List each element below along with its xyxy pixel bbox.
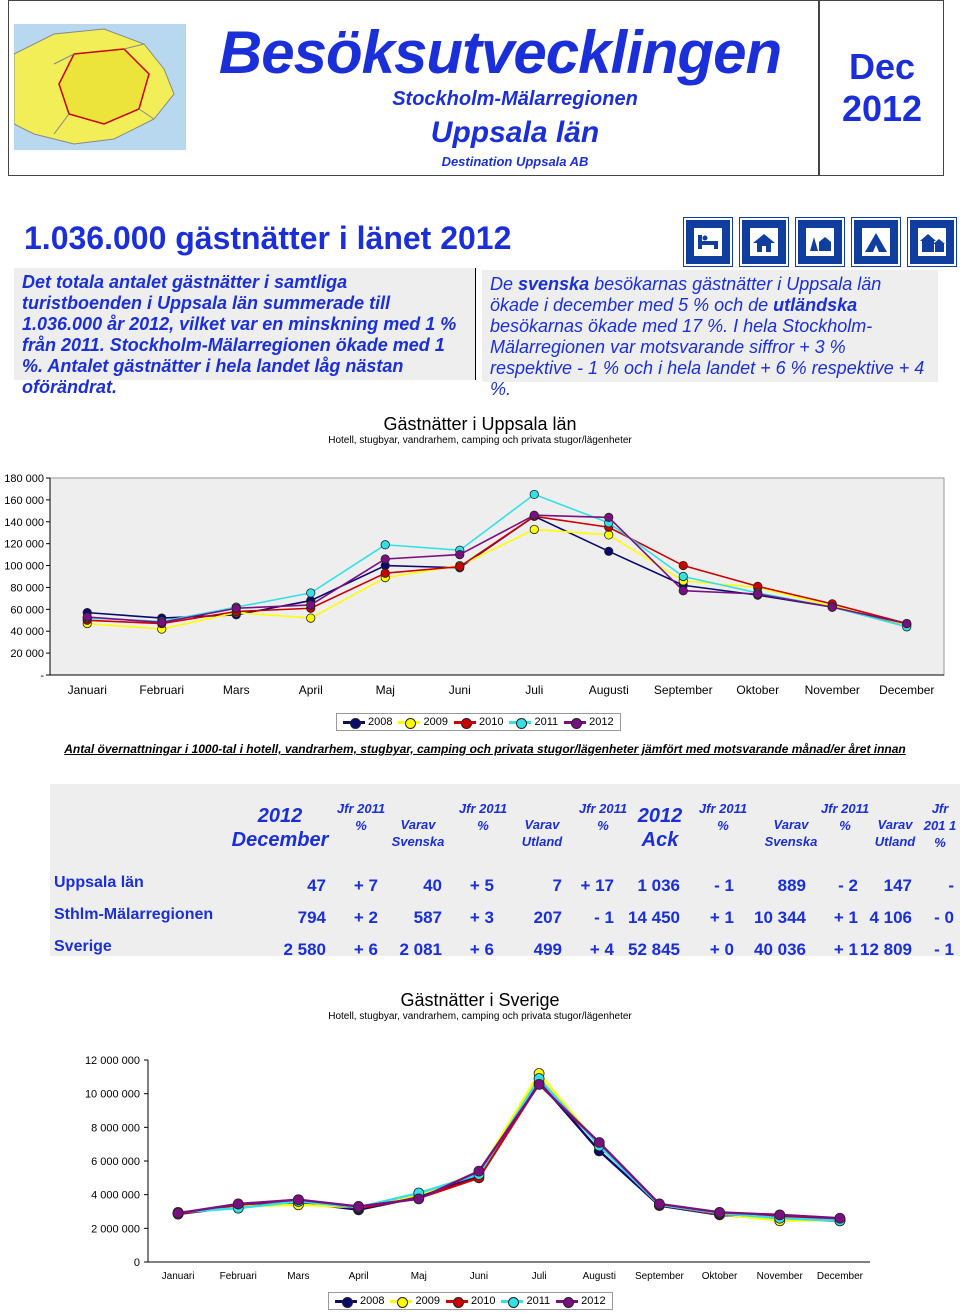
- table-cell: 587: [413, 908, 442, 927]
- data-point-2012: [679, 587, 687, 595]
- table-cell: 4 106: [869, 908, 912, 927]
- legend-item-2010: [446, 1295, 495, 1307]
- legend-label: 2012: [589, 716, 614, 728]
- legend-label: 2010: [478, 716, 504, 728]
- chart-uppsala: [0, 470, 960, 710]
- legend-swatch: [390, 1300, 412, 1303]
- data-point-2010: [381, 569, 389, 577]
- data-point-2012: [754, 590, 762, 598]
- th-jfr-2: Jfr 2011 %: [458, 801, 508, 833]
- publisher-name: Destination Uppsala AB: [441, 154, 589, 169]
- data-point-2012: [530, 511, 538, 519]
- report-month: Dec: [848, 46, 916, 87]
- data-point-2009: [530, 525, 538, 533]
- legend-marker: [453, 1297, 464, 1308]
- chart-sverige: [0, 1050, 960, 1286]
- legend-marker: [461, 718, 472, 729]
- table-cell: + 6: [469, 940, 494, 959]
- cabin-icon: [740, 218, 788, 266]
- data-point-2012: [775, 1210, 785, 1220]
- th-ack-year: 2012: [637, 805, 683, 827]
- data-point-2012: [534, 1079, 544, 1089]
- legend-swatch: [446, 1300, 468, 1303]
- intro-bold-foreign: utländska: [773, 295, 858, 315]
- y-tick-label: 4 000 000: [91, 1189, 140, 1202]
- y-tick-label: 80 000: [10, 582, 44, 595]
- series-line-2011: [178, 1079, 840, 1221]
- legend-item-2009: [390, 1295, 439, 1307]
- legend-swatch: [509, 721, 531, 724]
- chart-uppsala-header: [0, 414, 960, 446]
- data-point-2012: [83, 613, 91, 621]
- x-tick-label: Oktober: [736, 683, 780, 697]
- x-tick-label: April: [348, 1271, 369, 1282]
- data-point-2012: [715, 1207, 725, 1217]
- legend-marker: [563, 1297, 574, 1308]
- x-tick-label: Juni: [448, 683, 471, 697]
- legend-label: 2012: [581, 1295, 606, 1307]
- table-cell: 47: [307, 876, 326, 895]
- region-map-image: [14, 24, 186, 150]
- series-line-2012: [178, 1084, 840, 1218]
- table-row-label: Sthlm-Mälarregionen: [54, 906, 214, 923]
- data-point-2009: [307, 614, 315, 622]
- data-point-2012: [456, 550, 464, 558]
- y-tick-label: 8 000 000: [91, 1122, 140, 1135]
- x-tick-label: November: [804, 683, 860, 697]
- y-tick-label: 100 000: [4, 560, 44, 573]
- x-tick-label: December: [879, 683, 935, 697]
- x-tick-label: Juli: [525, 683, 544, 697]
- data-point-2012: [474, 1166, 484, 1176]
- legend-item-2008: [335, 1295, 384, 1307]
- data-point-2012: [594, 1137, 604, 1147]
- y-tick-label: -: [40, 670, 44, 682]
- data-point-2012: [828, 603, 836, 611]
- table-cell: 7: [552, 876, 562, 895]
- chart-sverige-header: [0, 990, 960, 1022]
- legend-swatch: [335, 1300, 357, 1303]
- chart-uppsala-title: Gästnätter i Uppsala län: [383, 414, 577, 434]
- legend-marker: [516, 718, 527, 729]
- legend-label: 2008: [368, 716, 393, 728]
- x-tick-label: Maj: [375, 683, 395, 697]
- x-tick-label: Augusti: [582, 1271, 616, 1282]
- y-tick-label: 12 000 000: [84, 1055, 140, 1067]
- data-point-2012: [173, 1208, 183, 1218]
- data-point-2010: [456, 562, 464, 570]
- data-point-2011: [530, 490, 538, 498]
- th-ack-label: Ack: [641, 829, 679, 851]
- stats-table: [50, 784, 960, 959]
- y-tick-label: 10 000 000: [84, 1088, 140, 1101]
- legend-item-2012: [564, 716, 613, 728]
- legend-item-2010: [454, 716, 503, 728]
- table-row-label: Sverige: [54, 938, 112, 955]
- intro-visitors: [482, 270, 938, 399]
- th-utland: Varav Utland: [521, 817, 563, 849]
- series-line-2010: [178, 1084, 840, 1220]
- data-point-2012: [232, 604, 240, 612]
- data-point-2012: [414, 1194, 424, 1204]
- legend-swatch: [343, 721, 365, 724]
- y-tick-label: 120 000: [4, 538, 44, 551]
- th-svenska: Varav Svenska: [391, 817, 445, 849]
- chart-uppsala-legend: [336, 713, 621, 731]
- data-point-2009: [605, 531, 613, 539]
- y-tick-label: 6 000 000: [91, 1156, 140, 1168]
- x-tick-label: December: [816, 1271, 863, 1282]
- table-caption: Antal övernattningar i 1000-tal i hotell, vandrarhem, stugbyar, camping och privata stugor/lägenheter jämfört med motsvarande månad/er året innan: [64, 742, 906, 756]
- legend-marker: [508, 1297, 519, 1308]
- table-cell: - 0: [934, 908, 954, 927]
- x-tick-label: Februari: [139, 683, 185, 697]
- x-tick-label: Juni: [469, 1271, 489, 1282]
- data-point-2012: [354, 1201, 364, 1211]
- x-tick-label: Mars: [287, 1271, 310, 1282]
- plot-area: [50, 478, 944, 675]
- table-cell: + 2: [353, 908, 378, 927]
- camping-icon: [852, 218, 900, 266]
- x-tick-label: November: [756, 1271, 803, 1282]
- intro-text-3: besökarnas ökade med 17 %. I hela Stockholm-Mälarregionen var motsvarande siffror + 3 % respektive - 1 % och i hela landet + 6 % respektive + 4 %.: [490, 316, 925, 399]
- x-tick-label: Oktober: [701, 1271, 738, 1282]
- chart-sverige-title: Gästnätter i Sverige: [400, 990, 560, 1010]
- table-cell: -: [948, 876, 954, 895]
- data-point-2012: [293, 1195, 303, 1205]
- th-jfr-4: Jfr 2011 %: [698, 801, 748, 833]
- table-cell: 1 036: [637, 876, 680, 895]
- series-line-2009: [178, 1073, 840, 1220]
- x-tick-label: September: [653, 683, 713, 697]
- table-cell: 12 809: [860, 940, 912, 959]
- legend-label: 2011: [526, 1295, 551, 1307]
- table-cell: 794: [297, 908, 326, 927]
- table-cell: + 0: [709, 940, 734, 959]
- x-tick-label: Januari: [67, 683, 107, 697]
- county-name: Uppsala län: [430, 116, 600, 149]
- data-point-2012: [654, 1199, 664, 1209]
- table-cell: 40 036: [754, 940, 806, 959]
- y-tick-label: 20 000: [10, 648, 44, 661]
- table-cell: 889: [777, 876, 806, 895]
- table-cell: 499: [533, 940, 562, 959]
- y-tick-label: 180 000: [4, 473, 44, 485]
- data-point-2012: [835, 1213, 845, 1223]
- table-cell: 207: [533, 908, 562, 927]
- table-cell: 52 845: [628, 940, 680, 959]
- x-tick-label: Juli: [531, 1271, 547, 1282]
- accommodation-icons: [684, 218, 956, 262]
- table-cell: - 1: [594, 908, 614, 927]
- th-jfr-6: Jfr 201 1 %: [923, 801, 957, 850]
- legend-marker: [405, 718, 416, 729]
- table-row-label: Uppsala län: [54, 874, 144, 891]
- legend-label: 2008: [360, 1295, 385, 1307]
- y-tick-label: 0: [133, 1257, 140, 1269]
- chart-sverige-subtitle: Hotell, stugbyar, vandrarhem, camping och privata stugor/lägenheter: [328, 1011, 632, 1022]
- data-point-2010: [679, 561, 687, 569]
- th-utland-2: Varav Utland: [874, 817, 916, 849]
- x-tick-label: Mars: [222, 683, 250, 697]
- th-period: [230, 804, 330, 852]
- table-cell: 147: [883, 876, 912, 895]
- y-tick-label: 60 000: [10, 604, 44, 617]
- legend-label: 2009: [415, 1295, 440, 1307]
- table-cell: + 1: [833, 940, 858, 959]
- x-tick-label: April: [298, 683, 323, 697]
- th-jfr-1: Jfr 2011 %: [336, 801, 386, 833]
- table-cell: + 1: [833, 908, 858, 927]
- legend-item-2008: [343, 716, 392, 728]
- table-cell: + 5: [469, 876, 494, 895]
- legend-item-2011: [509, 716, 558, 728]
- legend-item-2011: [501, 1295, 550, 1307]
- th-period-month: December: [231, 829, 329, 851]
- legend-swatch: [564, 721, 586, 724]
- headline: 1.036.000 gästnätter i länet 2012: [24, 220, 512, 256]
- th-svenska-2: Varav Svenska: [764, 817, 818, 849]
- table-cell: + 17: [580, 876, 614, 895]
- legend-label: 2010: [470, 1295, 496, 1307]
- table-cell: 2 081: [399, 940, 442, 959]
- table-cell: 10 344: [754, 908, 806, 927]
- th-period-year: 2012: [257, 805, 303, 827]
- legend-label: 2009: [423, 716, 448, 728]
- table-cell: + 3: [469, 908, 494, 927]
- report-date: [820, 46, 944, 130]
- table-cell: 14 450: [628, 908, 680, 927]
- legend-label: 2011: [534, 716, 559, 728]
- hostel-icon: [796, 218, 844, 266]
- intro-summary: Det totala antalet gästnätter i samtliga turistboenden i Uppsala län summerade till 1.036.000 år 2012, vilket var en minskning med 1 % från 2011. Stockholm-Mälarregionen ökade med 1 %. Antalet gästnätter i hela landet låg nästan oförändrat.: [14, 268, 476, 380]
- table-cell: - 1: [934, 940, 954, 959]
- table-cell: - 1: [714, 876, 734, 895]
- data-point-2012: [605, 513, 613, 521]
- x-tick-label: September: [634, 1271, 684, 1282]
- data-point-2011: [381, 541, 389, 549]
- legend-marker: [397, 1297, 408, 1308]
- legend-marker: [571, 718, 582, 729]
- chart-uppsala-subtitle: Hotell, stugbyar, vandrarhem, camping och privata stugor/lägenheter: [328, 435, 632, 446]
- data-point-2012: [307, 601, 315, 609]
- chart-sverige-legend: [328, 1292, 613, 1310]
- table-cell: + 4: [589, 940, 614, 959]
- legend-marker: [342, 1297, 353, 1308]
- table-cell: 40: [423, 876, 442, 895]
- legend-item-2012: [556, 1295, 605, 1307]
- data-point-2012: [158, 618, 166, 626]
- legend-swatch: [454, 721, 476, 724]
- x-tick-label: Maj: [410, 1271, 427, 1282]
- intro-text-1: De: [490, 274, 519, 294]
- table-cell: - 2: [838, 876, 858, 895]
- data-point-2012: [903, 619, 911, 627]
- x-tick-label: Januari: [161, 1271, 195, 1282]
- hotel-icon: [684, 218, 732, 266]
- x-tick-label: Augusti: [588, 683, 629, 697]
- data-point-2012: [233, 1199, 243, 1209]
- region-name: Stockholm-Mälarregionen: [392, 88, 638, 110]
- data-point-2012: [381, 555, 389, 563]
- legend-item-2009: [398, 716, 447, 728]
- legend-swatch: [556, 1300, 578, 1303]
- th-ack: [630, 804, 690, 852]
- data-point-2008: [605, 547, 613, 555]
- legend-swatch: [398, 721, 420, 724]
- report-title: Besöksutvecklingen: [218, 19, 782, 86]
- y-tick-label: 160 000: [4, 494, 44, 507]
- rental-home-icon: [908, 218, 956, 266]
- y-tick-label: 40 000: [10, 626, 44, 639]
- table-cell: 2 580: [283, 940, 326, 959]
- table-cell: + 1: [709, 908, 734, 927]
- legend-swatch: [501, 1300, 523, 1303]
- report-year: 2012: [841, 88, 923, 129]
- y-tick-label: 140 000: [4, 516, 44, 529]
- data-point-2011: [307, 589, 315, 597]
- series-line-2008: [178, 1082, 840, 1221]
- data-point-2011: [679, 572, 687, 580]
- x-tick-label: Februari: [219, 1271, 257, 1282]
- table-cell: + 6: [353, 940, 378, 959]
- intro-bold-swedish: svenska: [518, 274, 590, 294]
- legend-marker: [350, 718, 361, 729]
- y-tick-label: 2 000 000: [91, 1223, 140, 1236]
- th-jfr-3: Jfr 2011 %: [578, 801, 628, 833]
- intro-text-2: besökarnas gästnätter i Uppsala län ökade i december med 5 % och de: [490, 274, 882, 315]
- table-cell: + 7: [353, 876, 378, 895]
- th-jfr-5: Jfr 2011 %: [820, 801, 870, 833]
